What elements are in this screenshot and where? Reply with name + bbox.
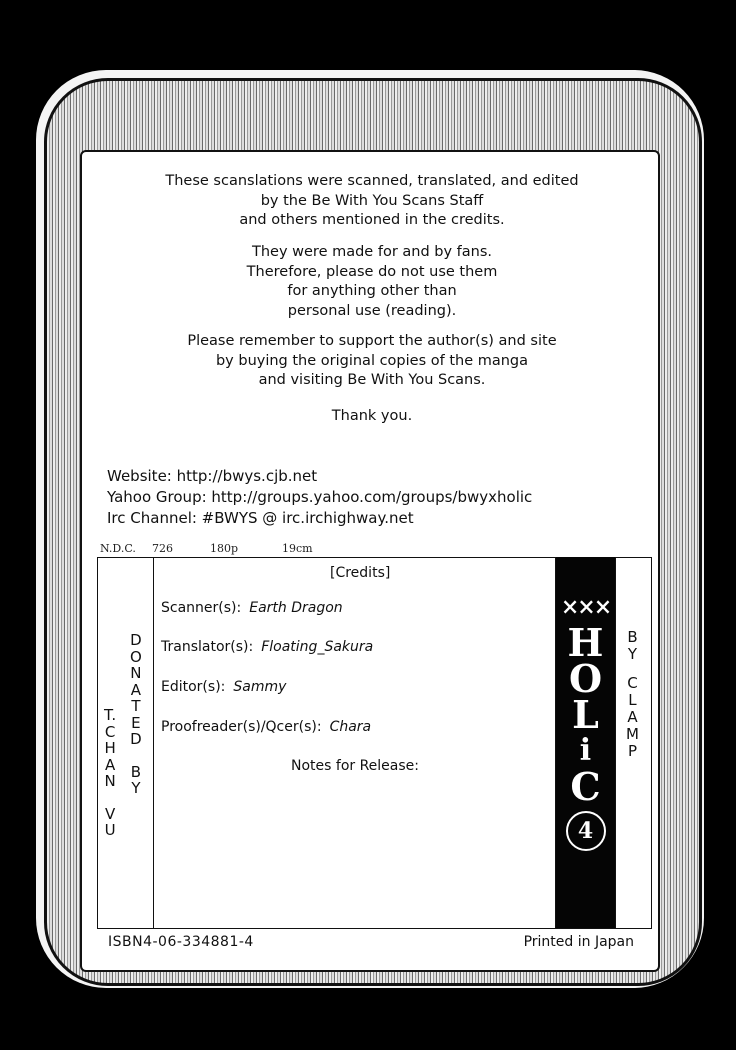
credit-proofreader bbox=[161, 719, 371, 735]
donor-letter: V bbox=[104, 804, 116, 823]
notice-line: Therefore, please do not use them bbox=[246, 263, 498, 280]
spine-letter: L bbox=[572, 692, 599, 737]
ndc-size: 19cm bbox=[282, 542, 313, 555]
donated-letter: D bbox=[130, 631, 142, 649]
credit-value: Earth Dragon bbox=[249, 600, 343, 616]
donor-name bbox=[104, 707, 116, 839]
by-letter: P bbox=[627, 742, 637, 760]
donor-letter: N bbox=[104, 772, 116, 790]
by-clamp bbox=[626, 629, 639, 760]
credit-label: Proofreader(s)/Qcer(s): bbox=[161, 719, 322, 735]
ndc-row bbox=[96, 540, 648, 556]
credit-translator bbox=[161, 639, 373, 655]
website-link[interactable]: Website: http://bwys.cjb.net bbox=[107, 467, 318, 485]
ndc-code: 726 bbox=[152, 542, 173, 555]
release-notes-label: Notes for Release: bbox=[291, 758, 420, 774]
notice-line: These scanslations were scanned, translated, and edited bbox=[165, 173, 579, 189]
credit-label: Translator(s): bbox=[161, 639, 254, 655]
donated-letter: E bbox=[131, 713, 141, 732]
donor-letter: H bbox=[104, 739, 116, 757]
notice-line: by the Be With You Scans Staff bbox=[260, 192, 484, 209]
donated-letter: O bbox=[130, 647, 142, 666]
by-clamp-column bbox=[614, 557, 650, 928]
credit-value: Chara bbox=[329, 719, 372, 735]
credit-value: Sammy bbox=[233, 679, 287, 695]
footer-row bbox=[96, 930, 648, 956]
spine-letter: i bbox=[579, 733, 592, 768]
notice-line: They were made for and by fans. bbox=[251, 244, 493, 260]
notice-line: Thank you. bbox=[331, 408, 413, 424]
spine-letter: O bbox=[568, 656, 603, 701]
donor-letter: A bbox=[104, 755, 116, 774]
notice-para-1 bbox=[96, 172, 648, 231]
donated-by bbox=[130, 632, 142, 797]
notice-line: Please remember to support the author(s) and site bbox=[187, 333, 557, 349]
credits-title: [Credits] bbox=[330, 565, 391, 581]
donor-letter: C bbox=[104, 722, 116, 741]
links-block bbox=[107, 466, 532, 529]
by-letter: M bbox=[626, 725, 639, 743]
donated-letter: A bbox=[130, 680, 142, 699]
notice-para-3 bbox=[96, 332, 648, 391]
by-letter: B bbox=[627, 628, 638, 646]
isbn: ISBN4-06-334881-4 bbox=[108, 934, 254, 950]
by-letter: A bbox=[627, 708, 638, 726]
notice-line: by buying the original copies of the manga bbox=[215, 352, 529, 369]
donor-letter: T. bbox=[104, 706, 117, 724]
credit-scanner bbox=[161, 600, 343, 616]
spine-letter: C bbox=[570, 764, 601, 809]
spine-title bbox=[556, 589, 615, 851]
credit-value: Floating_Sakura bbox=[261, 639, 374, 655]
credit-editor bbox=[161, 679, 286, 695]
spine-letter: H bbox=[567, 620, 604, 665]
yahoo-group-link[interactable]: Yahoo Group: http://groups.yahoo.com/groups/bwyxholic bbox=[107, 488, 533, 506]
irc-channel-link[interactable]: Irc Channel: #BWYS @ irc.irchighway.net bbox=[107, 509, 414, 527]
donated-letter: T bbox=[131, 697, 141, 715]
credit-label: Editor(s): bbox=[161, 679, 226, 695]
donated-letter: N bbox=[130, 664, 142, 682]
credit-label: Scanner(s): bbox=[161, 600, 242, 616]
printed-in: Printed in Japan bbox=[523, 934, 634, 950]
thank-you bbox=[96, 407, 648, 427]
donor-letter: U bbox=[104, 821, 116, 839]
donated-letter: D bbox=[130, 730, 142, 748]
ndc-label: N.D.C. bbox=[100, 542, 136, 555]
book-spine bbox=[555, 557, 616, 928]
notice-line: for anything other than bbox=[287, 283, 457, 299]
by-letter: Y bbox=[627, 645, 638, 663]
notice-para-2 bbox=[96, 243, 648, 321]
spine-xxx: ××× bbox=[560, 594, 611, 620]
volume-number: 4 bbox=[566, 811, 606, 851]
by-letter: C bbox=[627, 674, 638, 692]
ndc-pages: 180p bbox=[210, 542, 239, 555]
notice-line: and others mentioned in the credits. bbox=[239, 212, 505, 228]
by-letter: L bbox=[628, 691, 637, 709]
notice-line: personal use (reading). bbox=[287, 302, 457, 319]
notice-line: and visiting Be With You Scans. bbox=[258, 372, 486, 388]
donated-letter: Y bbox=[131, 779, 141, 797]
donated-letter: B bbox=[130, 762, 142, 781]
